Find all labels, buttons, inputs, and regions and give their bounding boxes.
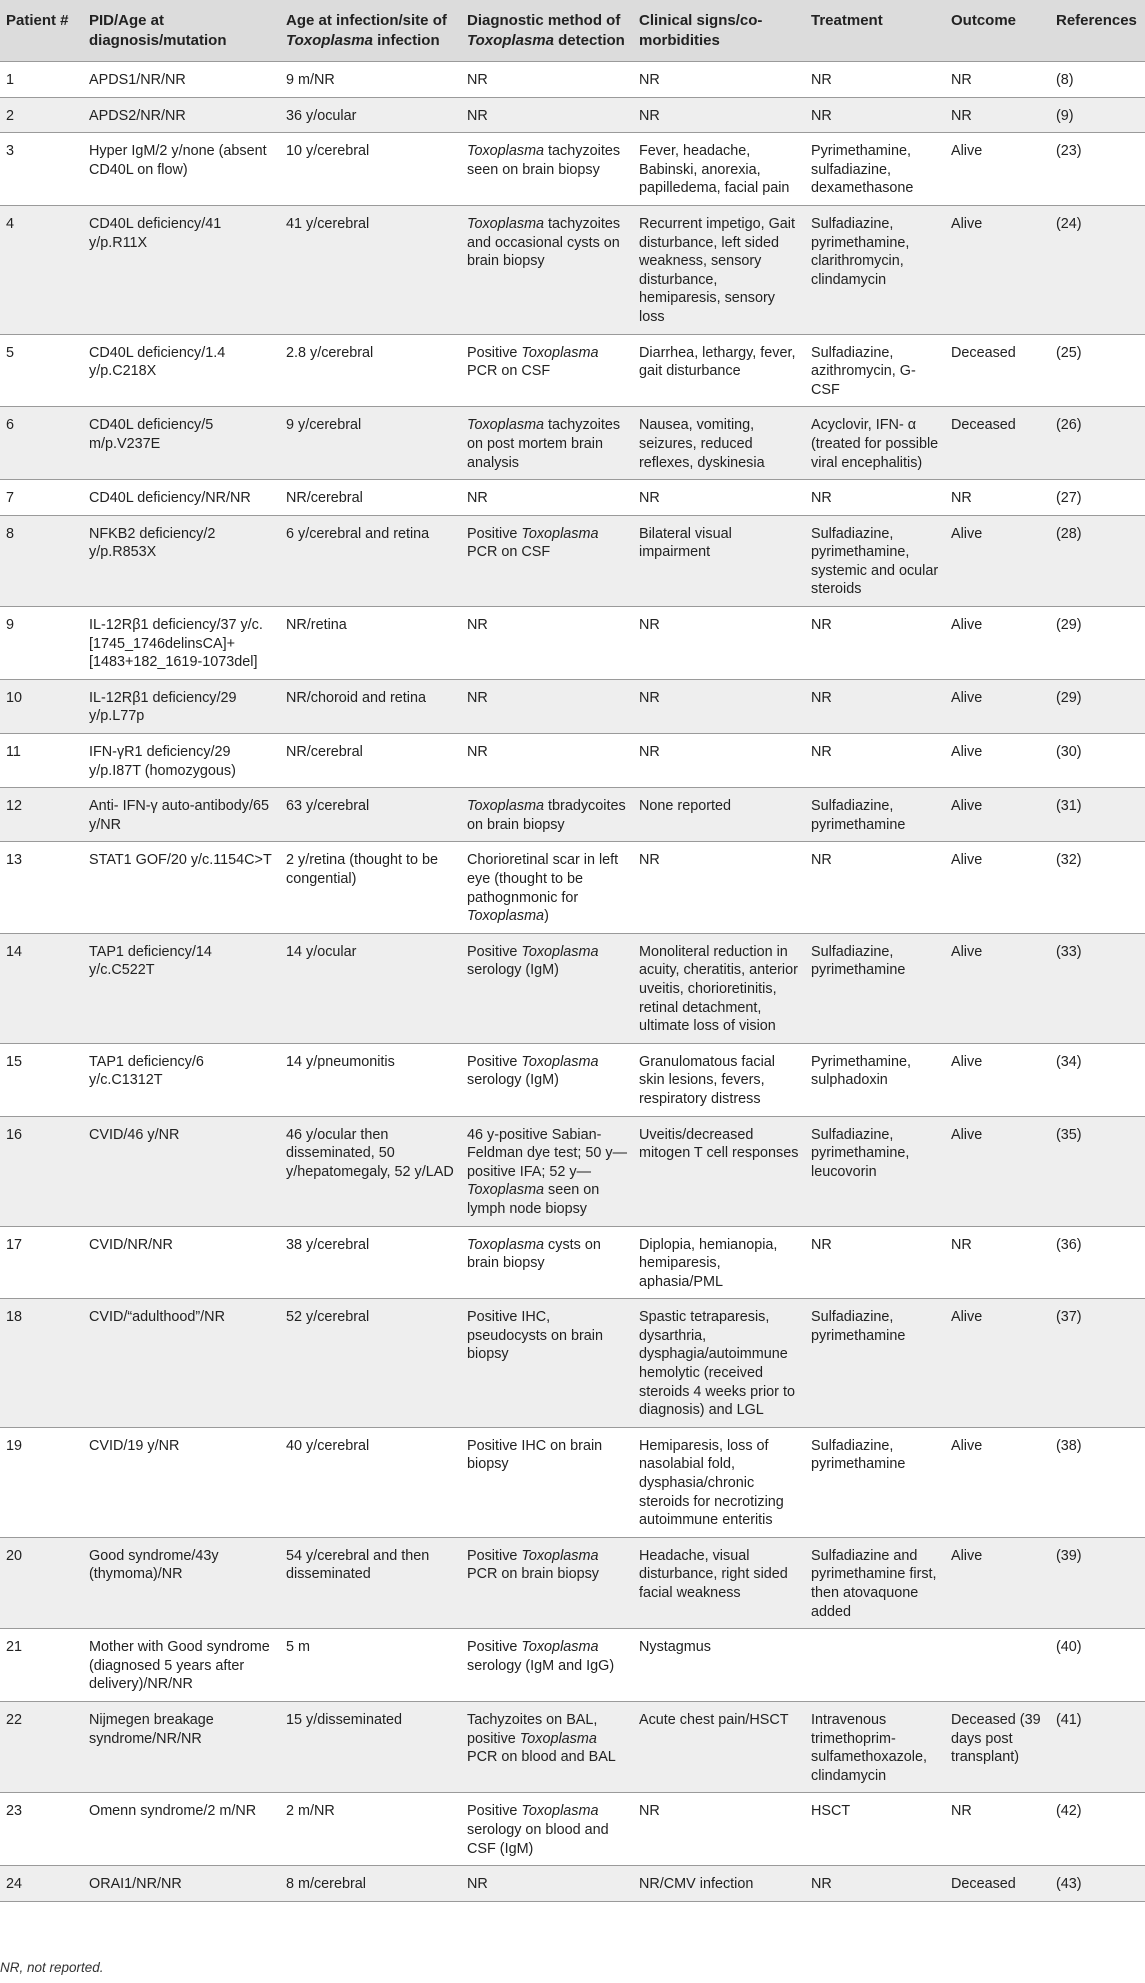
cell-outcome: Deceased (39 days post transplant) [951,1711,1041,1766]
cell-clin: Acute chest pain/HSCT [639,1711,789,1728]
cell-clin: Recurrent impetigo, Gait disturbance, left sided weakness, sensory disturbance, hemiparesis, sensory loss [639,215,795,325]
cell-ref: (26) [1056,417,1082,434]
cell-pid: APDS1/NR/NR [89,72,186,88]
cell-outcome: Deceased [951,1876,1016,1893]
cell-clin: NR [639,72,660,88]
cell-pid: CVID/NR/NR [89,1236,173,1253]
cell-clin: NR [639,689,660,706]
cell-pid: APDS2/NR/NR [89,107,186,124]
cell-ref: (32) [1056,852,1082,869]
cell-treat: Acyclovir, IFN- α (treated for possible viral encephalitis) [811,417,939,471]
table-row [0,1299,1145,1428]
cell-treat: Sulfadiazine, pyrimethamine [811,798,906,833]
column-header-patient: Patient # [6,12,69,29]
table-body [0,62,1145,1902]
table-row [0,1427,1145,1537]
cell-ref: (31) [1056,798,1082,815]
cell-pid: TAP1 deficiency/14 y/c.C522T [89,943,212,979]
cell-outcome: NR [951,72,972,88]
cell-clin: NR [639,490,660,507]
table-row [0,133,1145,206]
cell-outcome: Alive [951,943,983,960]
cell-diag: Positive Toxoplasma serology (IgM) [467,1053,599,1089]
cell-pid: NFKB2 deficiency/2 y/p.R853X [89,525,216,561]
cell-outcome: Alive [951,1053,983,1070]
table-row [0,1866,1145,1902]
table-row [0,205,1145,334]
cell-pid: Hyper IgM/2 y/none (absent CD40L on flow) [89,143,267,178]
table-row [0,407,1145,480]
cell-clin: NR [639,852,660,869]
cell-pid: IL-12Rβ1 deficiency/37 y/c.[1745_1746delinsCA]+[1483+182_1619-1073del] [89,617,263,671]
cell-diag: Positive Toxoplasma serology (IgM and IgG) [467,1639,615,1674]
cell-diag: Positive IHC on brain biopsy [467,1437,603,1473]
cell-treat: NR [811,744,832,761]
cell-patient: 12 [6,798,23,815]
cell-clin: Diarrhea, lethargy, fever, gait disturbance [639,344,796,380]
cell-ref: (9) [1056,107,1074,124]
table-row [0,679,1145,733]
cell-age_site: 14 y/pneumonitis [286,1053,395,1070]
cell-clin: Diplopia, hemianopia, hemiparesis, aphasia/PML [639,1236,778,1290]
cell-pid: IFN-γR1 deficiency/29 y/p.I87T (homozygous) [89,744,236,779]
cell-age_site: 46 y/ocular then disseminated, 50 y/hepatomegaly, 52 y/LAD [286,1126,454,1180]
cell-pid: Anti- IFN-γ auto-antibody/65 y/NR [89,798,269,833]
column-header-clin: Clinical signs/co-morbidities [639,12,763,49]
table-row [0,1701,1145,1792]
column-header-pid: PID/Age at diagnosis/mutation [89,12,227,49]
cell-outcome: NR [951,107,972,124]
cell-clin: Nystagmus [639,1639,711,1656]
cell-clin: None reported [639,798,732,815]
cell-ref: (27) [1056,490,1082,507]
table-row [0,515,1145,606]
cell-treat: HSCT [811,1803,851,1820]
cell-diag: NR [467,107,488,124]
cell-outcome: Deceased [951,344,1016,361]
table-row [0,1537,1145,1628]
cell-pid: CD40L deficiency/5 m/p.V237E [89,417,214,452]
cell-diag: NR [467,689,488,706]
cell-treat: NR [811,1236,832,1253]
cell-age_site: NR/cerebral [286,744,363,761]
table-row [0,607,1145,680]
cell-age_site: 36 y/ocular [286,107,357,124]
cell-diag: Toxoplasma tachyzoites on post mortem brain analysis [467,417,621,471]
cell-treat: Pyrimethamine, sulfadiazine, dexamethasone [811,143,914,197]
cell-pid: Nijmegen breakage syndrome/NR/NR [89,1711,214,1747]
cell-patient: 5 [6,344,15,361]
cell-clin: NR [639,617,660,634]
cell-diag: Positive Toxoplasma PCR on CSF [467,525,599,561]
cell-outcome: Alive [951,215,983,232]
cell-outcome: Alive [951,852,983,869]
cell-diag: Positive Toxoplasma PCR on CSF [467,344,599,380]
table-row [0,1226,1145,1299]
column-header-diag: Diagnostic method of Toxoplasma detection [467,12,625,49]
cell-diag: Positive Toxoplasma serology on blood and CSF (IgM) [467,1803,609,1857]
cell-age_site: 14 y/ocular [286,943,357,960]
cell-diag: NR [467,72,488,88]
cell-treat: Pyrimethamine, sulphadoxin [811,1053,911,1089]
cell-treat: NR [811,1876,832,1893]
cell-age_site: 9 m/NR [286,72,335,88]
cell-ref: (42) [1056,1803,1082,1820]
table-row [0,97,1145,133]
cell-clin: Monoliteral reduction in acuity, cheratitis, anterior uveitis, chorioretinitis, retinal detachment, ultimate loss of vision [639,943,798,1035]
cell-outcome: Deceased [951,417,1016,434]
cell-ref: (36) [1056,1236,1082,1253]
cell-ref: (33) [1056,943,1082,960]
cell-patient: 10 [6,689,23,706]
cell-outcome: Alive [951,798,983,815]
cell-patient: 21 [6,1639,23,1656]
cell-treat: Sulfadiazine, pyrimethamine [811,1309,906,1344]
cell-patient: 3 [6,143,15,160]
cell-outcome: NR [951,1803,972,1820]
cell-patient: 4 [6,215,15,232]
cell-age_site: 2 m/NR [286,1803,335,1820]
cell-treat: Sulfadiazine, pyrimethamine, systemic and ocular steroids [811,525,939,598]
cell-ref: (39) [1056,1547,1082,1564]
column-header-ref: References [1056,12,1137,29]
cell-treat: Sulfadiazine, pyrimethamine [811,943,906,979]
cell-diag: Positive Toxoplasma serology (IgM) [467,943,599,979]
cell-treat: NR [811,107,832,124]
cell-outcome: Alive [951,1547,983,1564]
cell-treat: Sulfadiazine, pyrimethamine, clarithromycin, clindamycin [811,215,910,288]
cell-ref: (35) [1056,1126,1082,1143]
cell-outcome: Alive [951,143,983,160]
cell-age_site: 41 y/cerebral [286,215,370,232]
cell-patient: 13 [6,852,23,869]
cell-diag: 46 y-positive Sabian-Feldman dye test; 50 y—positive IFA; 52 y—Toxoplasma seen on lymph node biopsy [467,1126,627,1217]
column-header-age_site: Age at infection/site of Toxoplasma infection [286,12,447,49]
cell-clin: NR [639,107,660,124]
header-row [0,0,1145,62]
cell-patient: 14 [6,943,23,960]
cell-diag: Chorioretinal scar in left eye (thought to be pathognmonic for Toxoplasma) [467,852,619,925]
cell-ref: (38) [1056,1437,1082,1454]
cell-clin: Hemiparesis, loss of nasolabial fold, dysphasia/chronic steroids for necrotizing autoimmune enteritis [639,1437,784,1529]
table-header [0,0,1145,62]
cell-ref: (30) [1056,744,1082,761]
cell-pid: CD40L deficiency/1.4 y/p.C218X [89,344,226,380]
cell-age_site: 15 y/disseminated [286,1711,402,1728]
cell-patient: 6 [6,417,15,434]
cell-patient: 1 [6,72,15,88]
cell-treat: Sulfadiazine and pyrimethamine first, then atovaquone added [811,1547,937,1620]
cell-age_site: 6 y/cerebral and retina [286,525,430,542]
cell-diag: Toxoplasma cysts on brain biopsy [467,1236,601,1272]
cell-outcome [945,1629,1050,1702]
cell-pid: CVID/46 y/NR [89,1126,180,1143]
cell-age_site: 38 y/cerebral [286,1236,370,1253]
cell-age_site: 2 y/retina (thought to be congential) [286,852,439,887]
cell-treat: Intravenous trimethoprim-sulfamethoxazole, clindamycin [811,1711,927,1784]
cell-age_site: 2.8 y/cerebral [286,344,374,361]
cell-treat: Sulfadiazine, pyrimethamine, leucovorin [811,1126,910,1180]
cell-patient: 2 [6,107,15,124]
cell-patient: 11 [6,744,21,761]
cell-outcome: Alive [951,744,983,761]
cell-outcome: NR [951,1236,972,1253]
cell-patient: 23 [6,1803,23,1820]
cell-treat: NR [811,689,832,706]
table-footnote: NR, not reported. [0,1960,104,1975]
table-row [0,842,1145,933]
cell-age_site: NR/choroid and retina [286,689,426,706]
cell-age_site: 9 y/cerebral [286,417,362,434]
cell-pid: CD40L deficiency/NR/NR [89,490,251,507]
cell-treat: NR [811,490,832,507]
cell-clin: Uveitis/decreased mitogen T cell responses [639,1126,799,1162]
cell-age_site: 63 y/cerebral [286,798,370,815]
cell-clin: Granulomatous facial skin lesions, fevers, respiratory distress [639,1053,775,1107]
cell-age_site: NR/retina [286,617,347,634]
cell-patient: 18 [6,1309,23,1326]
column-header-treat: Treatment [811,12,883,29]
cell-outcome: Alive [951,1126,983,1143]
table-row [0,1116,1145,1226]
table-row [0,334,1145,407]
cell-clin: NR [639,744,660,761]
cell-treat: NR [811,852,832,869]
cell-ref: (23) [1056,143,1082,160]
cell-patient: 19 [6,1437,23,1454]
cell-age_site: 52 y/cerebral [286,1309,370,1326]
cell-pid: CVID/“adulthood”/NR [89,1309,225,1326]
cell-diag: NR [467,1876,488,1893]
cell-outcome: Alive [951,1437,983,1454]
cell-treat: Sulfadiazine, pyrimethamine [811,1437,906,1473]
cell-age_site: 8 m/cerebral [286,1876,366,1893]
table-row [0,734,1145,788]
cell-treat [805,1629,945,1702]
table-row [0,1043,1145,1116]
cell-diag: Positive Toxoplasma PCR on brain biopsy [467,1547,599,1583]
cell-patient: 16 [6,1126,23,1143]
cell-patient: 8 [6,525,15,542]
cell-pid: CVID/19 y/NR [89,1437,180,1454]
cell-patient: 15 [6,1053,23,1070]
cell-outcome: Alive [951,525,983,542]
cell-treat: Sulfadiazine, azithromycin, G-CSF [811,344,916,398]
cell-ref: (43) [1056,1876,1082,1893]
cell-clin: NR [639,1803,660,1820]
cell-treat: NR [811,617,832,634]
cell-clin: Spastic tetraparesis, dysarthria, dysphagia/autoimmune hemolytic (received steroids 4 weeks prior to diagnosis) and LGL [639,1309,795,1419]
cell-patient: 22 [6,1711,23,1728]
cell-diag: Toxoplasma tachyzoites and occasional cysts on brain biopsy [467,215,621,270]
cell-pid: Good syndrome/43y (thymoma)/NR [89,1547,219,1583]
cell-ref: (25) [1056,344,1082,361]
cell-patient: 24 [6,1876,23,1893]
cell-diag: Positive IHC, pseudocysts on brain biopsy [467,1309,603,1363]
cell-ref: (41) [1056,1711,1082,1728]
cell-patient: 20 [6,1547,23,1564]
cell-ref: (40) [1056,1639,1082,1656]
cell-pid: CD40L deficiency/41 y/p.R11X [89,215,222,251]
cell-clin: Nausea, vomiting, seizures, reduced reflexes, dyskinesia [639,417,765,471]
table-row [0,933,1145,1043]
cell-diag: Toxoplasma tachyzoites seen on brain biopsy [467,143,621,178]
table-row [0,62,1145,98]
cell-pid: IL-12Rβ1 deficiency/29 y/p.L77p [89,689,237,725]
cell-age_site: 54 y/cerebral and then disseminated [286,1547,430,1583]
cell-pid: Omenn syndrome/2 m/NR [89,1803,257,1820]
column-header-outcome: Outcome [951,12,1017,29]
cell-treat: NR [811,72,832,88]
table-row [0,1629,1145,1702]
cell-ref: (28) [1056,525,1082,542]
cell-diag: Tachyzoites on BAL, positive Toxoplasma PCR on blood and BAL [467,1711,616,1766]
table-row [0,788,1145,842]
cell-age_site: NR/cerebral [286,490,363,507]
cell-patient: 7 [6,490,15,507]
cell-diag: Toxoplasma tbradycoites on brain biopsy [467,798,626,833]
table-row [0,480,1145,516]
cell-pid: Mother with Good syndrome (diagnosed 5 years after delivery)/NR/NR [89,1639,270,1693]
cell-ref: (37) [1056,1309,1082,1326]
cell-pid: TAP1 deficiency/6 y/c.C1312T [89,1053,204,1089]
cell-clin: Fever, headache, Babinski, anorexia, papilledema, facial pain [639,143,790,197]
cell-clin: NR/CMV infection [639,1876,754,1893]
cell-diag: NR [467,490,488,507]
cell-outcome: NR [951,490,972,507]
cell-ref: (34) [1056,1053,1082,1070]
cell-ref: (8) [1056,72,1074,88]
cell-patient: 17 [6,1236,23,1253]
cell-ref: (29) [1056,689,1082,706]
cell-patient: 9 [6,617,15,634]
cell-outcome: Alive [951,689,983,706]
cell-clin: Bilateral visual impairment [639,525,732,561]
cell-outcome: Alive [951,1309,983,1326]
cell-age_site: 10 y/cerebral [286,143,370,160]
cell-diag: NR [467,744,488,761]
table-row [0,1793,1145,1866]
cell-diag: NR [467,617,488,634]
cell-pid: STAT1 GOF/20 y/c.1154C>T [89,852,272,869]
cell-outcome: Alive [951,617,983,634]
cell-age_site: 40 y/cerebral [286,1437,370,1454]
cell-pid: ORAI1/NR/NR [89,1876,182,1893]
cell-ref: (29) [1056,617,1082,634]
cell-age_site: 5 m [286,1639,310,1656]
cell-clin: Headache, visual disturbance, right sided facial weakness [639,1547,788,1601]
cell-ref: (24) [1056,215,1082,232]
